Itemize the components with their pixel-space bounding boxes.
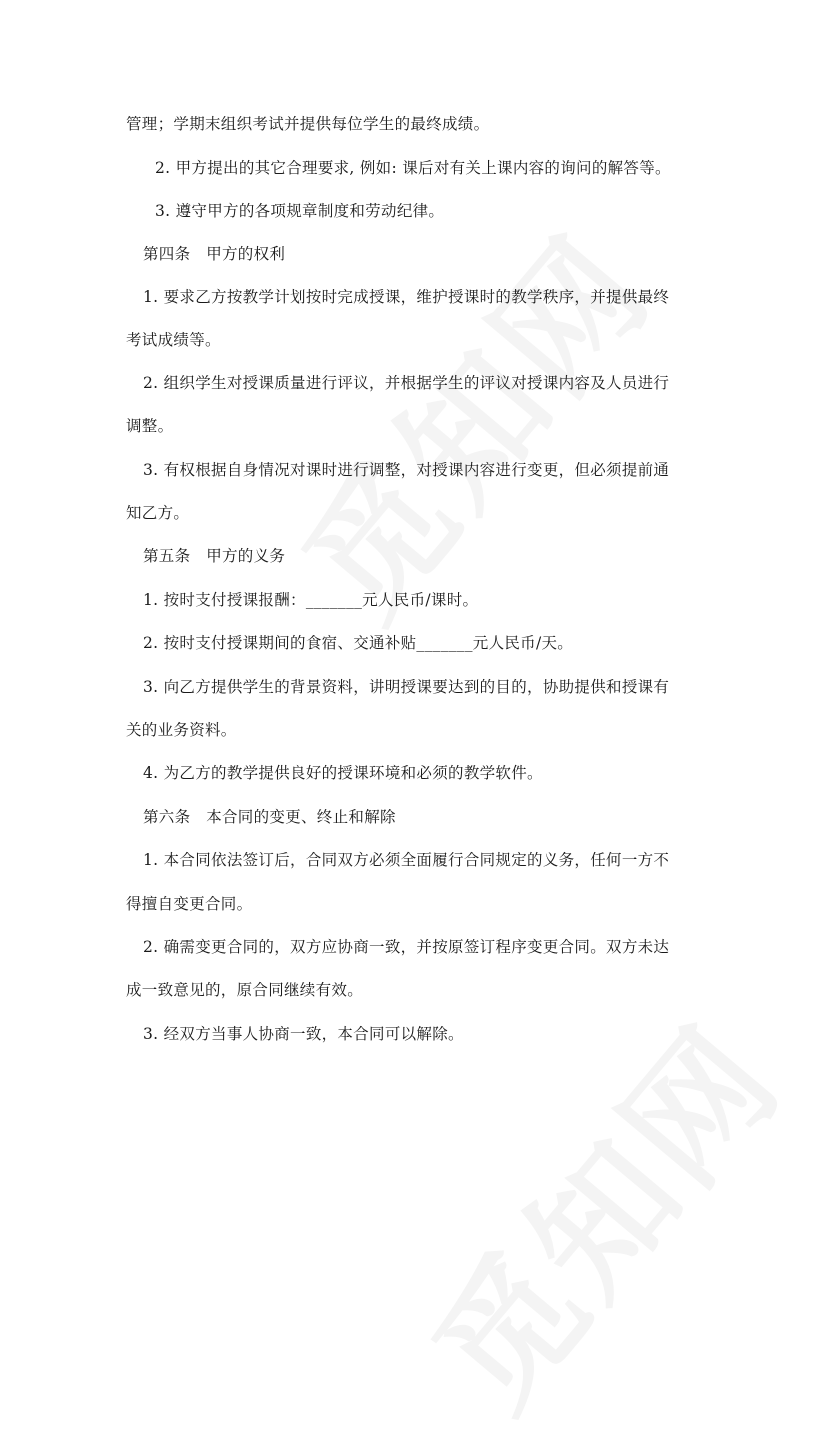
list-item-change-2: 2. 确需变更合同的，双方应协商一致，并按原签订程序变更合同。双方未达	[143, 938, 670, 956]
paragraph-continuation: 调整。	[126, 417, 174, 435]
paragraph-continuation: 成一致意见的，原合同继续有效。	[126, 981, 364, 999]
list-item-obligation-2: 2. 甲方提出的其它合理要求, 例如: 课后对有关上课内容的询问的解答等。	[155, 159, 671, 177]
list-item-right-1: 1. 要求乙方按教学计划按时完成授课，维护授课时的教学秩序，并提供最终	[143, 288, 670, 306]
list-item-change-1: 1. 本合同依法签订后，合同双方必须全面履行合同规定的义务，任何一方不	[143, 851, 670, 869]
list-item-obligation-3: 3. 遵守甲方的各项规章制度和劳动纪律。	[155, 202, 445, 220]
paragraph-continuation: 考试成绩等。	[126, 331, 221, 349]
paragraph-continuation: 知乙方。	[126, 504, 190, 522]
section-heading-article-6: 第六条 本合同的变更、终止和解除	[143, 808, 396, 826]
watermark-text-bottom	[381, 978, 817, 1443]
list-item-duty-2: 2. 按时支付授课期间的食宿、交通补贴_______元人民币/天。	[143, 634, 574, 652]
paragraph-continuation: 关的业务资料。	[126, 721, 237, 739]
list-item-duty-4: 4. 为乙方的教学提供良好的授课环境和必须的教学软件。	[143, 764, 543, 782]
section-heading-article-4: 第四条 甲方的权利	[143, 245, 286, 263]
list-item-right-2: 2. 组织学生对授课质量进行评议，并根据学生的评议对授课内容及人员进行	[143, 374, 670, 392]
list-item-right-3: 3. 有权根据自身情况对课时进行调整，对授课内容进行变更，但必须提前通	[143, 461, 670, 479]
paragraph-continuation: 得擅自变更合同。	[126, 895, 253, 913]
section-heading-article-5: 第五条 甲方的义务	[143, 547, 286, 565]
list-item-duty-3: 3. 向乙方提供学生的背景资料，讲明授课要达到的目的，协助提供和授课有	[143, 678, 670, 696]
paragraph-continuation: 管理；学期末组织考试并提供每位学生的最终成绩。	[126, 115, 490, 133]
watermark-text	[251, 188, 687, 653]
list-item-change-3: 3. 经双方当事人协商一致，本合同可以解除。	[143, 1025, 464, 1043]
list-item-duty-1: 1. 按时支付授课报酬：_______元人民币/课时。	[143, 591, 479, 609]
